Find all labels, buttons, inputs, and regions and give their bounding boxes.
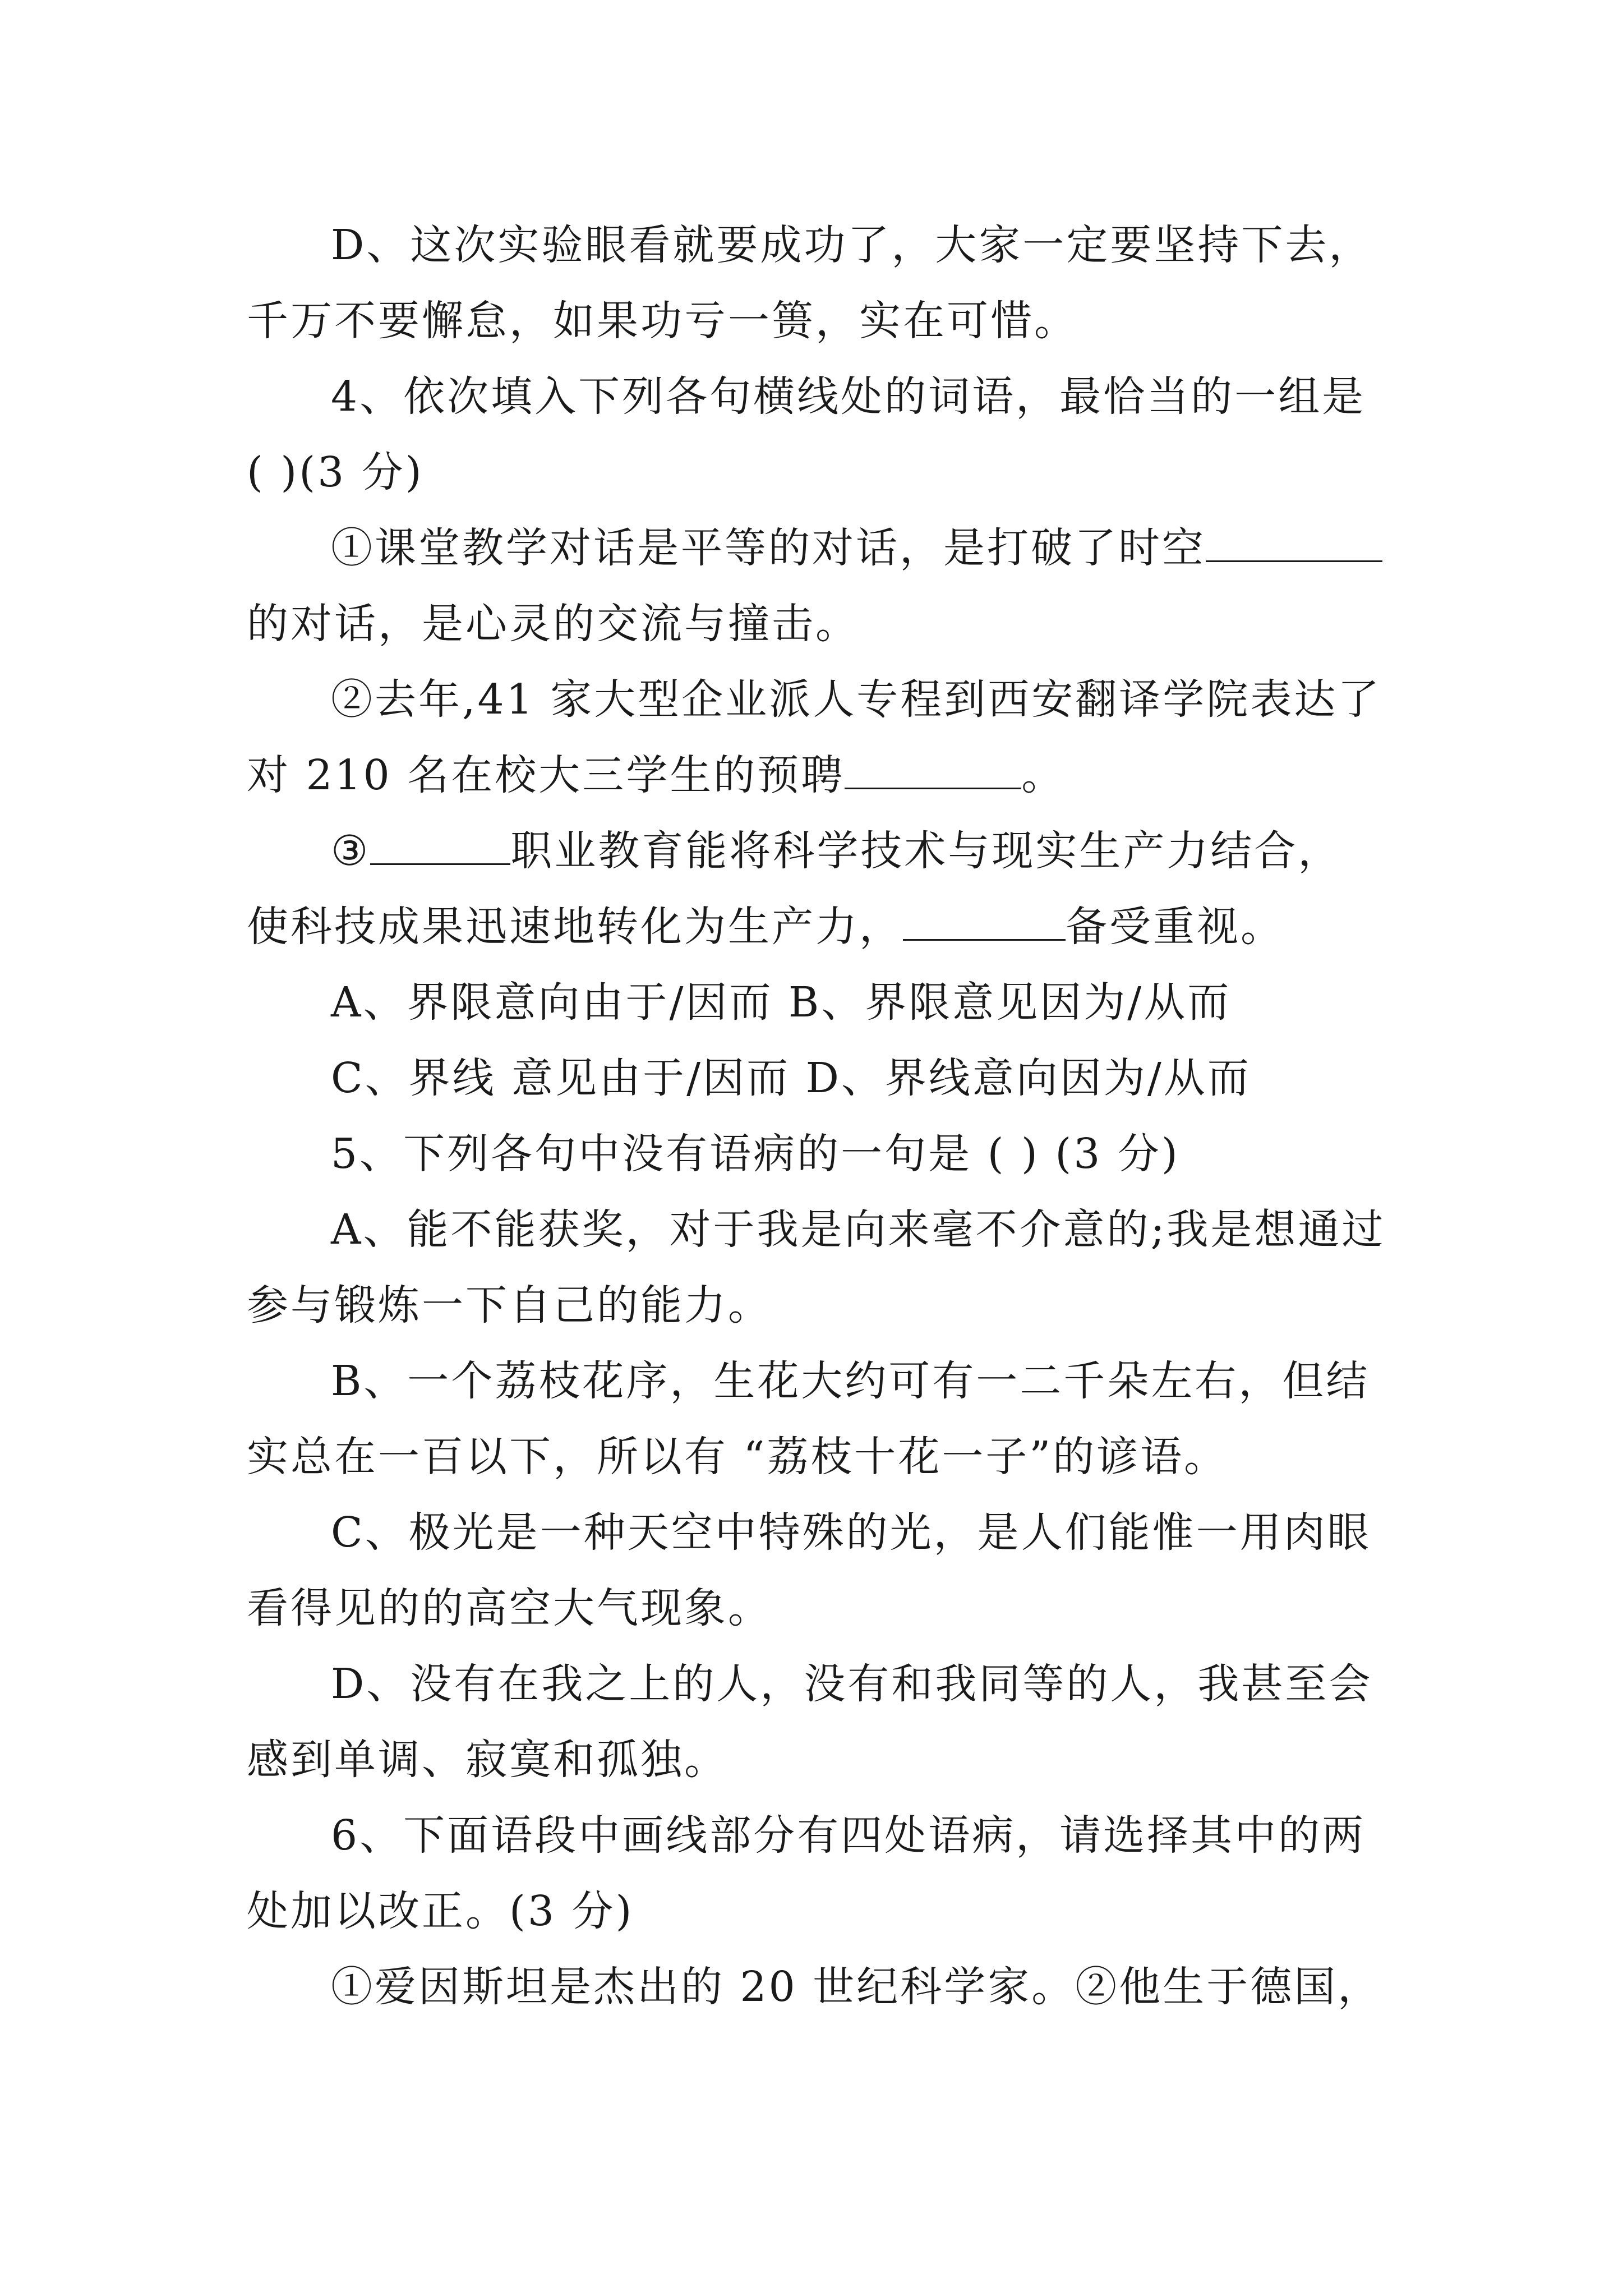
line-text: D、这次实验眼看就要成功了，大家一定要坚持下去， [331,221,1373,269]
text-line [0,512,1623,585]
line-text: ( )(3 分) [247,448,424,496]
line-text: 5、下列各句中没有语病的一句是 ( ) (3 分) [331,1130,1180,1178]
text-line [0,1193,1623,1266]
text-line [0,890,1623,963]
line-text: A、界限意向由于/因而 B、界限意见因为/从而 [331,978,1232,1027]
line-text: 感到单调、寂寞和孤独。 [247,1736,728,1784]
line-text: 职业教育能将科学技术与现实生产力结合， [510,827,1342,875]
fill-in-blank [1206,521,1382,562]
text-line [0,1875,1623,1948]
text-line [0,663,1623,736]
line-text: A、能不能获奖，对于我是向来毫不介意的;我是想通过 [331,1205,1386,1254]
fill-in-blank [845,748,1021,789]
line-text: B、一个荔枝花序，生花大约可有一二千朵左右，但结 [331,1357,1370,1405]
line-text: C、极光是一种天空中特殊的光，是人们能惟一用肉眼 [331,1508,1371,1557]
line-text: 4、依次填入下列各句横线处的词语，最恰当的一组是 [331,372,1366,421]
fill-in-blank [370,824,510,865]
text-line [0,284,1623,357]
text-line [0,1042,1623,1115]
line-text-after: 。 [1021,751,1066,799]
line-text: C、界线 意见由于/因而 D、界线意向因为/从而 [331,1054,1251,1102]
line-text: 实总在一百以下，所以有 “荔枝十花一子”的谚语。 [247,1433,1228,1481]
text-line [0,436,1623,509]
line-text: 参与锻炼一下自己的能力。 [247,1281,772,1329]
text-line [0,1345,1623,1418]
text-line [0,360,1623,433]
line-text: D、没有在我之上的人，没有和我同等的人，我甚至会 [331,1660,1373,1708]
fill-in-blank [903,900,1066,941]
text-line [0,1117,1623,1190]
text-line [0,1269,1623,1342]
text-line [0,815,1623,887]
text-line [0,739,1623,812]
text-line [0,587,1623,660]
line-text: 对 210 名在校大三学生的预聘 [247,751,845,799]
text-line [0,1950,1623,2023]
text-line [0,1648,1623,1720]
line-text: ②去年,41 家大型企业派人专程到西安翻译学院表达了 [331,675,1382,724]
text-line [0,1799,1623,1872]
text-line [0,1572,1623,1645]
line-text: 使科技成果迅速地转化为生产力， [247,903,903,951]
line-text-before: ③ [331,827,371,875]
text-line [0,966,1623,1039]
line-text: 的对话，是心灵的交流与撞击。 [247,600,859,648]
line-text: 看得见的的高空大气现象。 [247,1584,772,1632]
text-line [0,1723,1623,1796]
line-text: ①课堂教学对话是平等的对话，是打破了时空 [331,524,1206,572]
text-line [0,1496,1623,1569]
line-text: 6、下面语段中画线部分有四处语病，请选择其中的两 [331,1811,1366,1860]
line-text-after: 备受重视。 [1066,903,1284,951]
line-text: 处加以改正。(3 分) [247,1887,634,1935]
text-line [0,1420,1623,1493]
text-line [0,209,1623,282]
line-text: ①爱因斯坦是杰出的 20 世纪科学家。②他生于德国， [331,1963,1382,2011]
line-text: 千万不要懈怠，如果功亏一篑，实在可惜。 [247,297,1078,345]
